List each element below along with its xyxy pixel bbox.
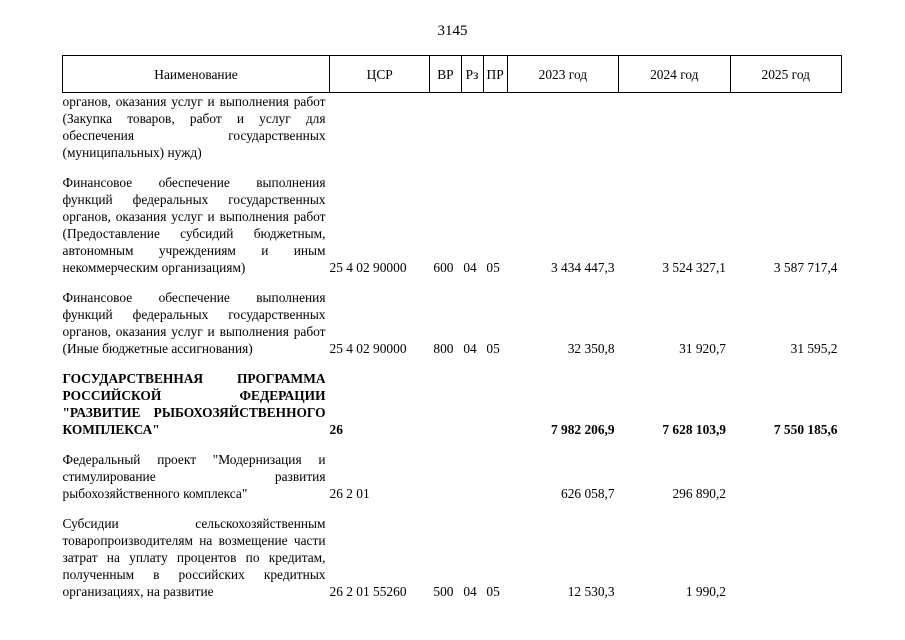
row-csr: 26 2 01 55260 xyxy=(329,584,407,599)
row-rz xyxy=(461,451,483,502)
row-2024: 296 890,2 xyxy=(672,486,726,501)
table-header-row xyxy=(63,56,842,93)
page-number: 3145 xyxy=(437,23,468,39)
row-rz xyxy=(461,370,483,438)
row-spacer xyxy=(63,438,842,451)
row-name: Субсидии сельскохозяйственным товаропроизводителям на возмещение части затрат на уплату процентов по кредитам, полученным в российских кредитных организациях, на развитие xyxy=(62,516,326,599)
row-pr: 05 xyxy=(486,341,500,356)
header-csr: ЦСР xyxy=(330,56,430,93)
header-2023: 2023 год xyxy=(507,56,618,93)
row-2025 xyxy=(730,515,842,600)
row-vr xyxy=(430,370,461,438)
header-pr: ПР xyxy=(483,56,507,93)
row-name: Федеральный проект "Модернизация и стимулирование развития рыбохозяйственного комплекса" xyxy=(62,452,326,501)
row-vr: 600 xyxy=(433,260,454,275)
row-2023: 3 434 447,3 xyxy=(550,260,615,275)
row-2023 xyxy=(507,93,618,162)
row-spacer xyxy=(63,357,842,370)
table-row xyxy=(63,451,842,502)
row-rz: 04 xyxy=(463,260,477,275)
row-2025 xyxy=(730,451,842,502)
row-2025 xyxy=(730,93,842,162)
row-pr xyxy=(483,370,507,438)
header-rz: Рз xyxy=(461,56,483,93)
table-row xyxy=(63,93,842,162)
row-spacer xyxy=(63,502,842,515)
row-csr: 26 2 01 xyxy=(329,486,370,501)
row-2025: 31 595,2 xyxy=(790,341,838,356)
row-spacer xyxy=(63,161,842,174)
row-2024: 31 920,7 xyxy=(679,341,726,356)
row-2023: 12 530,3 xyxy=(567,584,615,599)
row-rz xyxy=(461,93,483,162)
row-pr xyxy=(483,93,507,162)
table-row xyxy=(63,370,842,438)
row-pr: 05 xyxy=(486,584,500,599)
row-vr xyxy=(430,93,461,162)
table-row xyxy=(63,515,842,600)
row-vr: 500 xyxy=(433,584,454,599)
row-2024: 7 628 103,9 xyxy=(662,422,726,437)
header-name: Наименование xyxy=(63,56,330,93)
row-csr xyxy=(330,93,430,162)
table-row xyxy=(63,289,842,357)
row-name: органов, оказания услуг и выполнения работ (Закупка товаров, работ и услуг для обеспечения государственных (муниципальных) нужд) xyxy=(62,94,326,160)
row-vr xyxy=(430,451,461,502)
row-pr xyxy=(483,451,507,502)
row-2024: 3 524 327,1 xyxy=(662,260,726,275)
row-2025: 3 587 717,4 xyxy=(773,260,838,275)
row-name: Финансовое обеспечение выполнения функций федеральных государственных органов, оказания услуг и выполнения работ (Иные бюджетные ассигнования) xyxy=(62,290,326,356)
row-csr: 25 4 02 90000 xyxy=(329,260,407,275)
row-2024: 1 990,2 xyxy=(685,584,726,599)
header-2024: 2024 год xyxy=(619,56,730,93)
row-2024 xyxy=(619,93,730,162)
row-csr: 26 xyxy=(329,422,343,437)
header-vr: ВР xyxy=(430,56,461,93)
row-pr: 05 xyxy=(486,260,500,275)
row-spacer xyxy=(63,276,842,289)
budget-table xyxy=(62,55,842,600)
row-vr: 800 xyxy=(433,341,454,356)
row-rz: 04 xyxy=(463,584,477,599)
row-2023: 626 058,7 xyxy=(561,486,615,501)
header-2025: 2025 год xyxy=(730,56,842,93)
row-name: Финансовое обеспечение выполнения функций федеральных государственных органов, оказания услуг и выполнения работ (Предоставление субсидий бюджетным, автономным учреждениям и иным некоммерческим организациям) xyxy=(62,175,326,275)
row-rz: 04 xyxy=(463,341,477,356)
row-2023: 32 350,8 xyxy=(567,341,615,356)
row-2023: 7 982 206,9 xyxy=(550,422,615,437)
row-csr: 25 4 02 90000 xyxy=(329,341,407,356)
table-row xyxy=(63,174,842,276)
row-2025: 7 550 185,6 xyxy=(773,422,838,437)
row-name: ГОСУДАРСТВЕННАЯ ПРОГРАММА РОССИЙСКОЙ ФЕДЕРАЦИИ "РАЗВИТИЕ РЫБОХОЗЯЙСТВЕННОГО КОМПЛЕКСА" xyxy=(62,371,326,437)
